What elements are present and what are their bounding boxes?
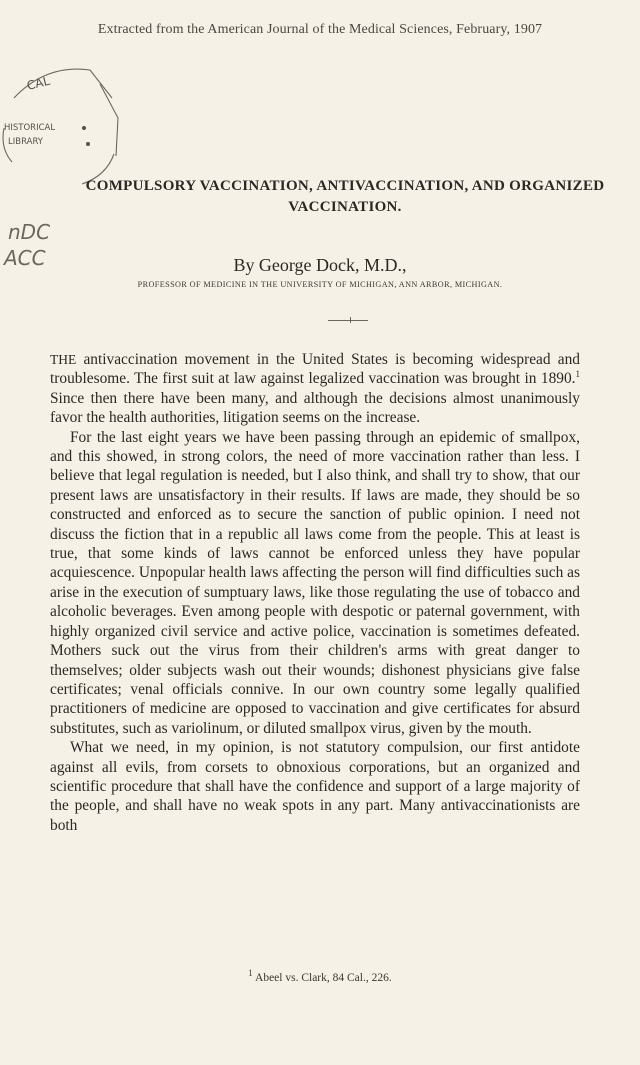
paragraph-2: For the last eight years we have been passing through an epidemic of smallpox, and this showed, in strong colors, the need of more vaccination rather than less. I believe that legal regulation is needed, but I also think, and shall try to show, that our present laws are unsatisfactory in their results. If laws are made, they should be so constructed and enforced as to secure the sanction of public opinion. I need not discuss the fiction that in a republic all laws come from the people. This at least is true, that some kinds of laws cannot be enforced unless they have popular acquiescence. Unpopular health laws affecting the person will find difficulties such as arise in the execution of sumptuary laws, like those regulating the use of tobacco and alcoholic beverages. Even among people with despotic or paternal government, with highly organized civil service and active police, vaccination is sometimes defeated. Mothers suck out the virus from their children's arms with great danger to themselves; older subjects wash out their wounds; dishonest physicians give false certificates; venal officials connive. In our own country some legally qualified practitioners of medicine are opposed to vaccination and give certificates for absurd substitutes, such as variolinum, or diluted smallpox virus, given by the mouth. xyxy=(50,428,580,737)
footnote-mark: 1 xyxy=(248,968,253,979)
paragraph-1-text: antivaccination movement in the United States is becoming widespread and troublesome. The first suit at law against legalized vaccination was brought in 1890. xyxy=(50,351,580,388)
footnote-ref: 1 xyxy=(575,369,580,380)
handwritten-mark-1: nDC xyxy=(8,220,51,244)
handwritten-mark-2: ACC xyxy=(4,246,46,270)
byline xyxy=(0,255,640,276)
stamp-left-text: HISTORICAL xyxy=(4,123,56,133)
paragraph-1 xyxy=(50,350,580,428)
section-divider xyxy=(328,320,368,321)
section-divider-tick xyxy=(350,317,351,323)
author-name: George Dock, M.D., xyxy=(258,255,407,275)
stamp-right-text: LIBRARY xyxy=(8,137,44,147)
paragraph-lead: THE xyxy=(50,352,77,367)
footnote-text: Abeel vs. Clark, 84 Cal., 226. xyxy=(255,972,392,984)
library-stamp xyxy=(0,58,126,186)
author-affiliation: PROFESSOR OF MEDICINE IN THE UNIVERSITY OF MICHIGAN, ANN ARBOR, MICHIGAN. xyxy=(137,280,503,289)
paragraph-1-text-after: Since then there have been many, and although the decisions almost unanimously favor the health authorities, litigation seems on the increase. xyxy=(50,389,580,427)
article-title: COMPULSORY VACCINATION, ANTIVACCINATION, AND ORGANIZED VACCINATION. xyxy=(85,178,605,215)
footnote xyxy=(0,968,640,984)
stamp-top-text: CAL xyxy=(25,73,52,93)
byline-prefix: By xyxy=(233,255,255,275)
paragraph-3: What we need, in my opinion, is not statutory compulsion, our first antidote against all evils, from corsets to obnoxious corporations, but an organized and scientific procedure that shall have the confidence and support of a large majority of the people, and shall have no weak spots in any part. Many antivaccinationists are both xyxy=(50,739,580,834)
journal-source-line: Extracted from the American Journal of the Medical Sciences, February, 1907 xyxy=(97,22,543,37)
article-body xyxy=(50,350,580,835)
